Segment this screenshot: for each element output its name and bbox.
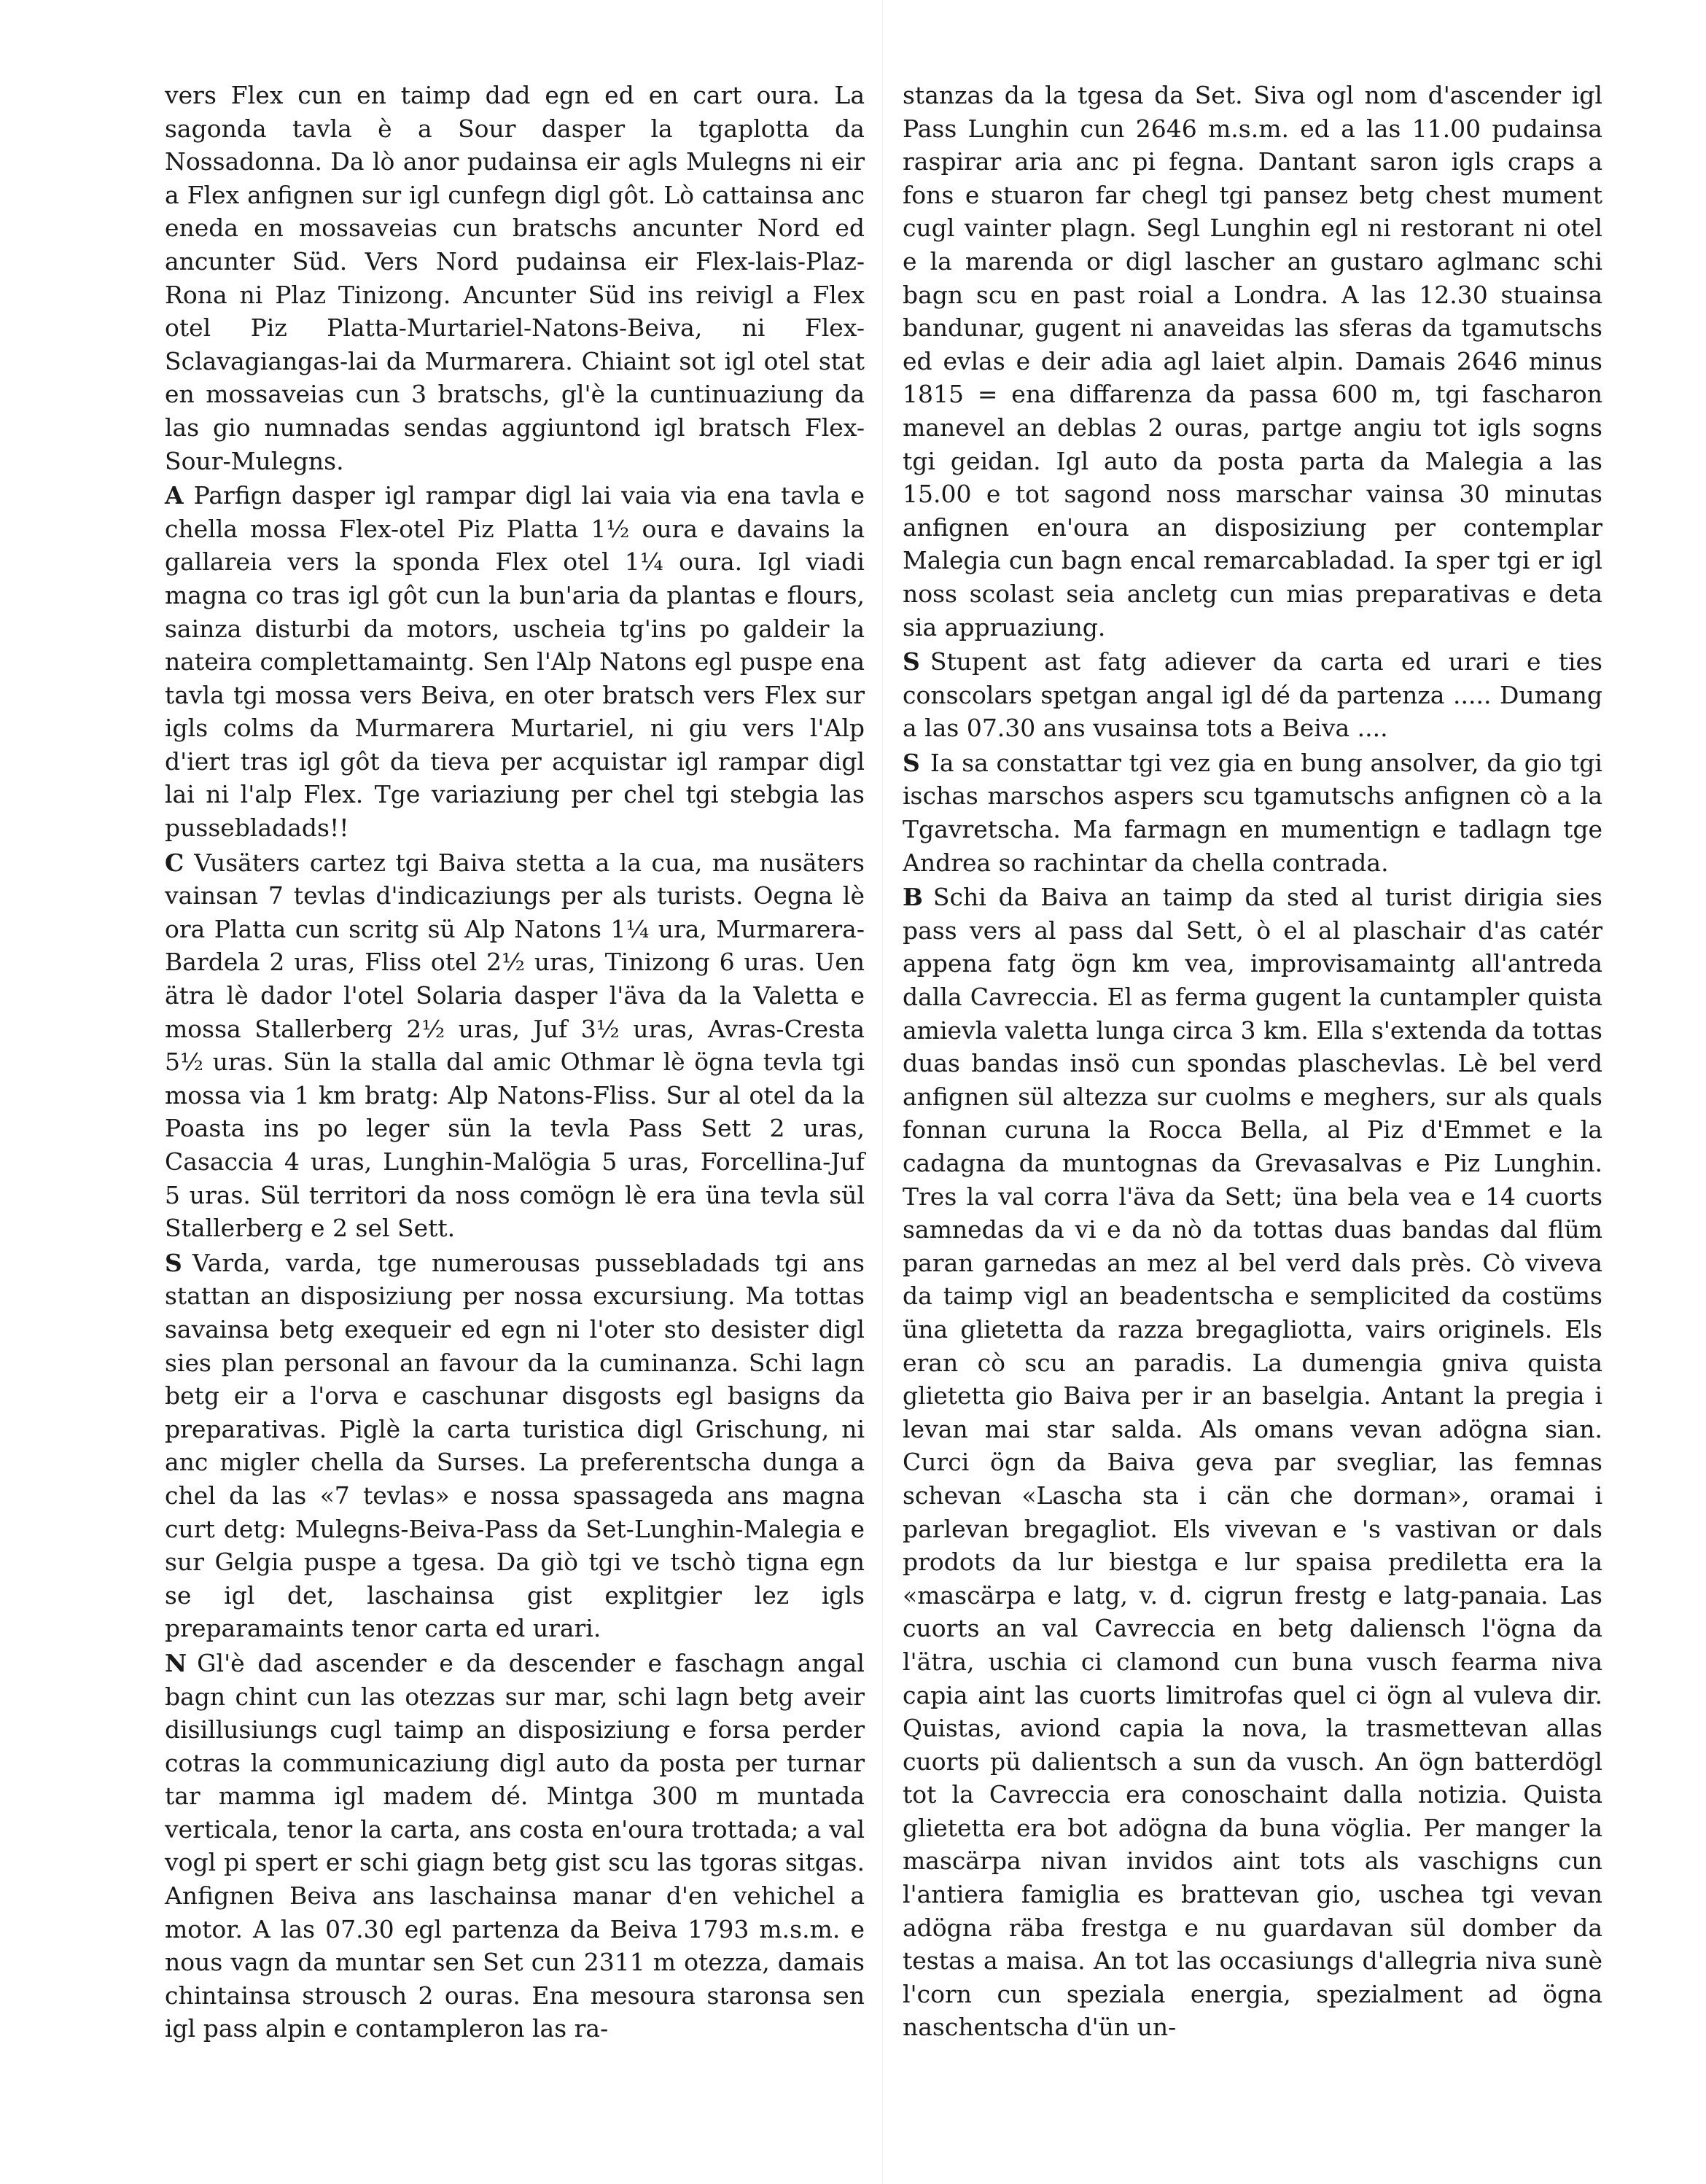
paragraph-text: vers Flex cun en taimp dad egn ed en cart oura. La sagonda tavla è a Sour dasper la tgaplotta da Nossadonna. Da lò anor pudainsa eir agls Mulegns ni eir a Flex anfignen sur igl cunfegn digl gôt. Lò cattainsa anc eneda en mossaveias cun bratschs ancunter Nord ed ancunter Süd. Vers Nord pudainsa eir Flex-lais-Plaz-Rona ni Plaz Tinizong. Ancunter Süd ins reivigl a Flex otel Piz Platta-Murtariel-Natons-Beiva, ni Flex-Sclavagiangas-lai da Murmarera. Chiaint sot igl otel stat en mossaveias cun 3 bratschs, gl'è la cuntinuaziung da las gio numnadas sendas aggiuntond igl bratsch Flex-Sour-Mulegns. (165, 81, 865, 475)
speaker-marker: S (903, 647, 920, 676)
paragraph (903, 746, 1602, 879)
paragraph-text: Vusäters cartez tgi Baiva stetta a la cua, ma nusäters vainsan 7 tevlas d'indicaziungs per als turists. Oegna lè ora Platta cun scritg sü Alp Natons 1¼ ura, Murmarera-Bardela 2 uras, Fliss otel 2½ uras, Tinizong 6 uras. Uen ätra lè dador l'otel Solaria dasper l'äva da la Valetta e mossa Stallerberg 2½ uras, Juf 3½ uras, Avras-Cresta 5½ uras. Sün la stalla dal amic Othmar lè ögna tevla tgi mossa via 1 km bratg: Alp Natons-Fliss. Sur al otel da la Poasta ins po leger sün la tevla Pass Sett 2 uras, Casaccia 4 uras, Lunghin-Malögia 5 uras, Forcellina-Juf 5 uras. Sül territori da noss comögn lè era üna tevla sül Stallerberg e 2 sel Sett. (165, 848, 865, 1243)
paragraph-text: Parfign dasper igl rampar digl lai vaia via ena tavla e chella mossa Flex-otel Piz Platta 1½ oura e davains la gallareia vers la sponda Flex otel 1¼ oura. Igl viadi magna co tras igl gôt cun la bun'aria da plantas e flours, sainza disturbi da motors, uscheia tg'ins po galdeir la nateira complettamaintg. Sen l'Alp Natons egl puspe ena tavla tgi mossa vers Beiva, en oter bratsch vers Flex sur igls colms da Murmarera Murtariel, ni giu vers l'Alp d'iert tras igl gôt da tieva per acquistar igl rampar digl lai ni l'alp Flex. Tge variaziung per chel tgi stebgia las pussebladads!! (165, 481, 865, 843)
page-fold-line (882, 0, 883, 2184)
speaker-marker: S (165, 1248, 182, 1277)
paragraph-text: Ia sa constattar tgi vez gia en bung ansolver, da gio tgi ischas marschos aspers scu tgamutschs anfignen cò a la Tgavretscha. Ma farmagn en mumentign e tadlagn tge Andrea so rachintar da chella contrada. (903, 748, 1602, 877)
paragraph (165, 846, 865, 1245)
paragraph-text: Stupent ast fatg adiever da carta ed urari e ties conscolars spetgan angal igl dé da partenza ..... Dumang a las 07.30 ans vusainsa tots a Beiva .... (903, 647, 1602, 743)
left-column (165, 79, 865, 2045)
paragraph-text: stanzas da la tgesa da Set. Siva ogl nom d'ascender igl Pass Lunghin cun 2646 m.s.m. ed a las 11.00 pudainsa raspirar aria anc pi fegna. Dantant saron igls craps a fons e stuaron far chegl tgi pansez betg chest mument cugl vainter plagn. Segl Lunghin egl ni restorant ni otel e la marenda or digl lascher an gustaro aglmanc schi bagn scu en past roial a Londra. A las 12.30 stuainsa bandunar, gugent ni anaveidas las sferas da tgamutschs ed evlas e deir adia agl laiet alpin. Damais 2646 minus 1815 = ena diffarenza da passa 600 m, tgi fascharon manevel an deblas 2 ouras, partge angiu tot igls sogns tgi geidan. Igl auto da posta parta da Malegia a las 15.00 e tot sagond noss marschar vainsa 30 minutas anfignen en'oura an disposiziung per contemplar Malegia cun bagn encal remarcabladad. Ia sper tgi er igl noss scolast seia ancletg cun mias preparativas e deta sia appruaziung. (903, 81, 1602, 641)
right-column (903, 79, 1602, 2044)
paragraph-text: Gl'è dad ascender e da descender e faschagn angal bagn chint cun las otezzas sur mar, schi lagn betg aveir disillusiungs cugl taimp an disposiziung e forsa perder cotras la communicaziung digl auto da posta per turnar tar mamma igl madem dé. Mintga 300 m muntada verticala, tenor la carta, ans costa en'oura trottada; a val vogl pi spert er schi giagn betg gist scu las tgoras sitgas. Anfignen Beiva ans laschainsa manar d'en vehichel a motor. A las 07.30 egl partenza da Beiva 1793 m.s.m. e nous vagn da muntar sen Set cun 2311 m otezza, damais chintainsa strousch 2 ouras. Ena mesoura staronsa sen igl pass alpin e contampleron las ra- (165, 1648, 865, 2043)
speaker-marker: N (165, 1648, 187, 1677)
paragraph-text: Varda, varda, tge numerousas pussebladads tgi ans stattan an disposiziung per nossa excursiung. Ma tottas savainsa betg exequeir ed egn ni l'oter sto desister digl sies plan personal an favour da la cuminanza. Schi lagn betg eir a l'orva e caschunar disgosts egl basigns da preparativas. Piglè la carta turistica digl Grischung, ni anc migler chella da Surses. La preferentscha dunga a chel da las «7 tevlas» e nossa spassageda ans magna curt detg: Mulegns-Beiva-Pass da Set-Lunghin-Malegia e sur Gelgia puspe a tgesa. Da giò tgi ve tschò tigna egn se igl det, laschainsa gist explitgier lez igls preparamaints tenor carta ed urari. (165, 1248, 865, 1643)
paragraph (903, 79, 1602, 644)
speaker-marker: B (903, 883, 923, 912)
speaker-marker: S (903, 748, 920, 777)
paragraph-text: Schi da Baiva an taimp da sted al turist dirigia sies pass vers al pass dal Sett, ò el al plaschair d'as catér appena fatg ögn km vea, improvisamaintg all'antreda dalla Cavreccia. El as ferma gugent la cuntampler quista amievla valetta lunga circa 3 km. Ella s'extenda da tottas duas bandas insö cun spondas plaschevlas. Lè bel verd anfignen sül altezza sur cuolms e meghers, sur als quals fonnan curuna la Rocca Bella, al Piz d'Emmet e la cadagna da muntognas da Grevasalvas e Piz Lunghin. Tres la val corra l'äva da Sett; üna bela vea e 14 cuorts samnedas da vi e da nò da tottas duas bandas dal flüm paran garnedas an mez al bel verd dals près. Cò viveva da taimp vigl an beadentscha e semplicited da costüms üna glietetta da razza bregagliotta, vairs originels. Els eran cò scu an paradis. La dumengia gniva quista glietetta gio Baiva per ir an baselgia. Antant la pregia i levan mai star salda. Als omans vevan adögna sian. Curci ögn da Baiva geva par svegliar, las femnas schevan «Lascha sta i cän che dorman», oramai i parlevan bregagliot. Els vivevan e 's vastivan or dals prodots da lur biestga e lur spaisa prediletta era la «mascärpa e latg, v. d. cigrun frestg e latg-panaia. Las cuorts an val Cavreccia en betg daliensch l'ögna da l'ätra, uschia ci clamond cun buna vusch fearma niva capia aint las cuorts limitrofas quel ci ögn al vuleva dir. Quistas, aviond capia la nova, la trasmettevan allas cuorts pü dalientsch a sun da vusch. An ögn batterdögl tot la Cavreccia era conoschaint dalla notizia. Quista glietetta era bot adögna da buna vöglia. Per manger la mascärpa nivan invidos aint tots als vaschigns cun l'antiera famiglia es brattevan gio, uschea tgi vevan adögna räba frestga e nu guardavan sül domber da testas a maisa. An tot las occasiungs d'allegria niva sunè l'corn cun speziala energia, spezialment ad ögna naschentscha d'ün un- (903, 883, 1602, 2042)
paragraph (165, 1647, 865, 2045)
speaker-marker: C (165, 848, 184, 877)
paragraph (165, 79, 865, 477)
paragraph (903, 881, 1602, 2044)
paragraph (165, 1247, 865, 1645)
speaker-marker: A (165, 481, 184, 510)
paragraph (165, 479, 865, 845)
paragraph (903, 645, 1602, 745)
